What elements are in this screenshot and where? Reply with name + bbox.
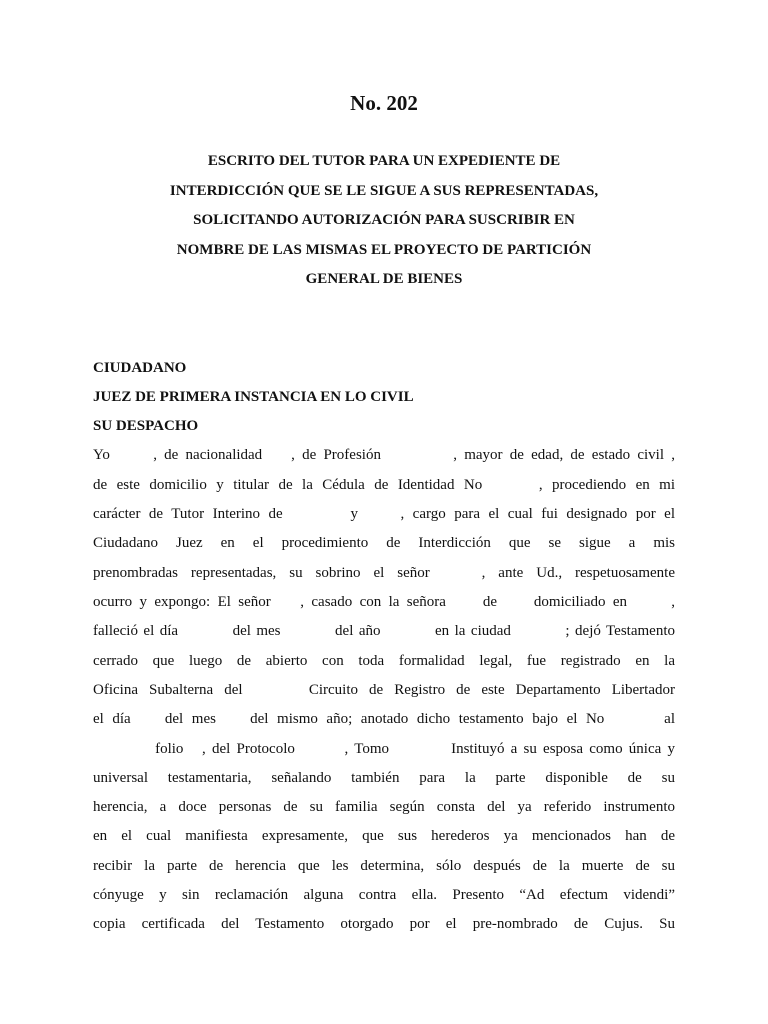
- body-line: folio , del Protocolo , Tomo Instituyó a su esposa como única y: [93, 741, 675, 757]
- body-line: Oficina Subalterna del Circuito de Registro de este Departamento Libertador: [93, 682, 675, 698]
- title-line: SOLICITANDO AUTORIZACIÓN PARA SUSCRIBIR EN: [193, 212, 575, 228]
- body-line: cerrado que luego de abierto con toda formalidad legal, fue registrado en la: [93, 653, 675, 669]
- body-line: recibir la parte de herencia que les determina, sólo después de la muerte de su: [93, 858, 675, 874]
- title-line: INTERDICCIÓN QUE SE LE SIGUE A SUS REPRESENTADAS,: [169, 182, 599, 199]
- body-line: en el cual manifiesta expresamente, que sus herederos ya mencionados han de: [93, 828, 675, 844]
- title-line: ESCRITO DEL TUTOR PARA UN EXPEDIENTE DE: [207, 153, 561, 169]
- addressee-line: SU DESPACHO: [93, 418, 199, 434]
- title-line: NOMBRE DE LAS MISMAS EL PROYECTO DE PARTICIÓN: [176, 241, 592, 258]
- body-line: Ciudadano Juez en el procedimiento de Interdicción que se sigue a mis: [93, 535, 675, 551]
- body-line: prenombradas representadas, su sobrino el señor , ante Ud., respetuosamente: [93, 565, 675, 581]
- body-line: copia certificada del Testamento otorgado por el pre-nombrado de Cujus. Su: [93, 916, 675, 932]
- document-number: No. 202: [350, 91, 418, 115]
- body-line: universal testamentaria, señalando también para la parte disponible de su: [93, 770, 675, 786]
- body-line: de este domicilio y titular de la Cédula de Identidad No , procediendo en mi: [93, 477, 675, 493]
- document-title: [0, 147, 768, 295]
- body-line: el día del mes del mismo año; anotado dicho testamento bajo el No al: [93, 711, 675, 727]
- body-line: cónyuge y sin reclamación alguna contra ella. Presento “Ad efectum videndi”: [93, 887, 675, 903]
- body-line: falleció el día del mes del año en la ciudad ; dejó Testamento: [93, 623, 675, 639]
- title-line: GENERAL DE BIENES: [305, 271, 463, 287]
- body-line: herencia, a doce personas de su familia según consta del ya referido instrumento: [93, 799, 675, 815]
- addressee-line: CIUDADANO: [93, 360, 187, 376]
- body-line: carácter de Tutor Interino de y , cargo para el cual fui designado por el: [93, 506, 675, 522]
- body-line: Yo , de nacionalidad , de Profesión , mayor de edad, de estado civil ,: [93, 447, 675, 463]
- addressee-line: JUEZ DE PRIMERA INSTANCIA EN LO CIVIL: [93, 389, 414, 405]
- body-line: ocurro y expongo: El señor , casado con la señora de domiciliado en ,: [93, 594, 675, 610]
